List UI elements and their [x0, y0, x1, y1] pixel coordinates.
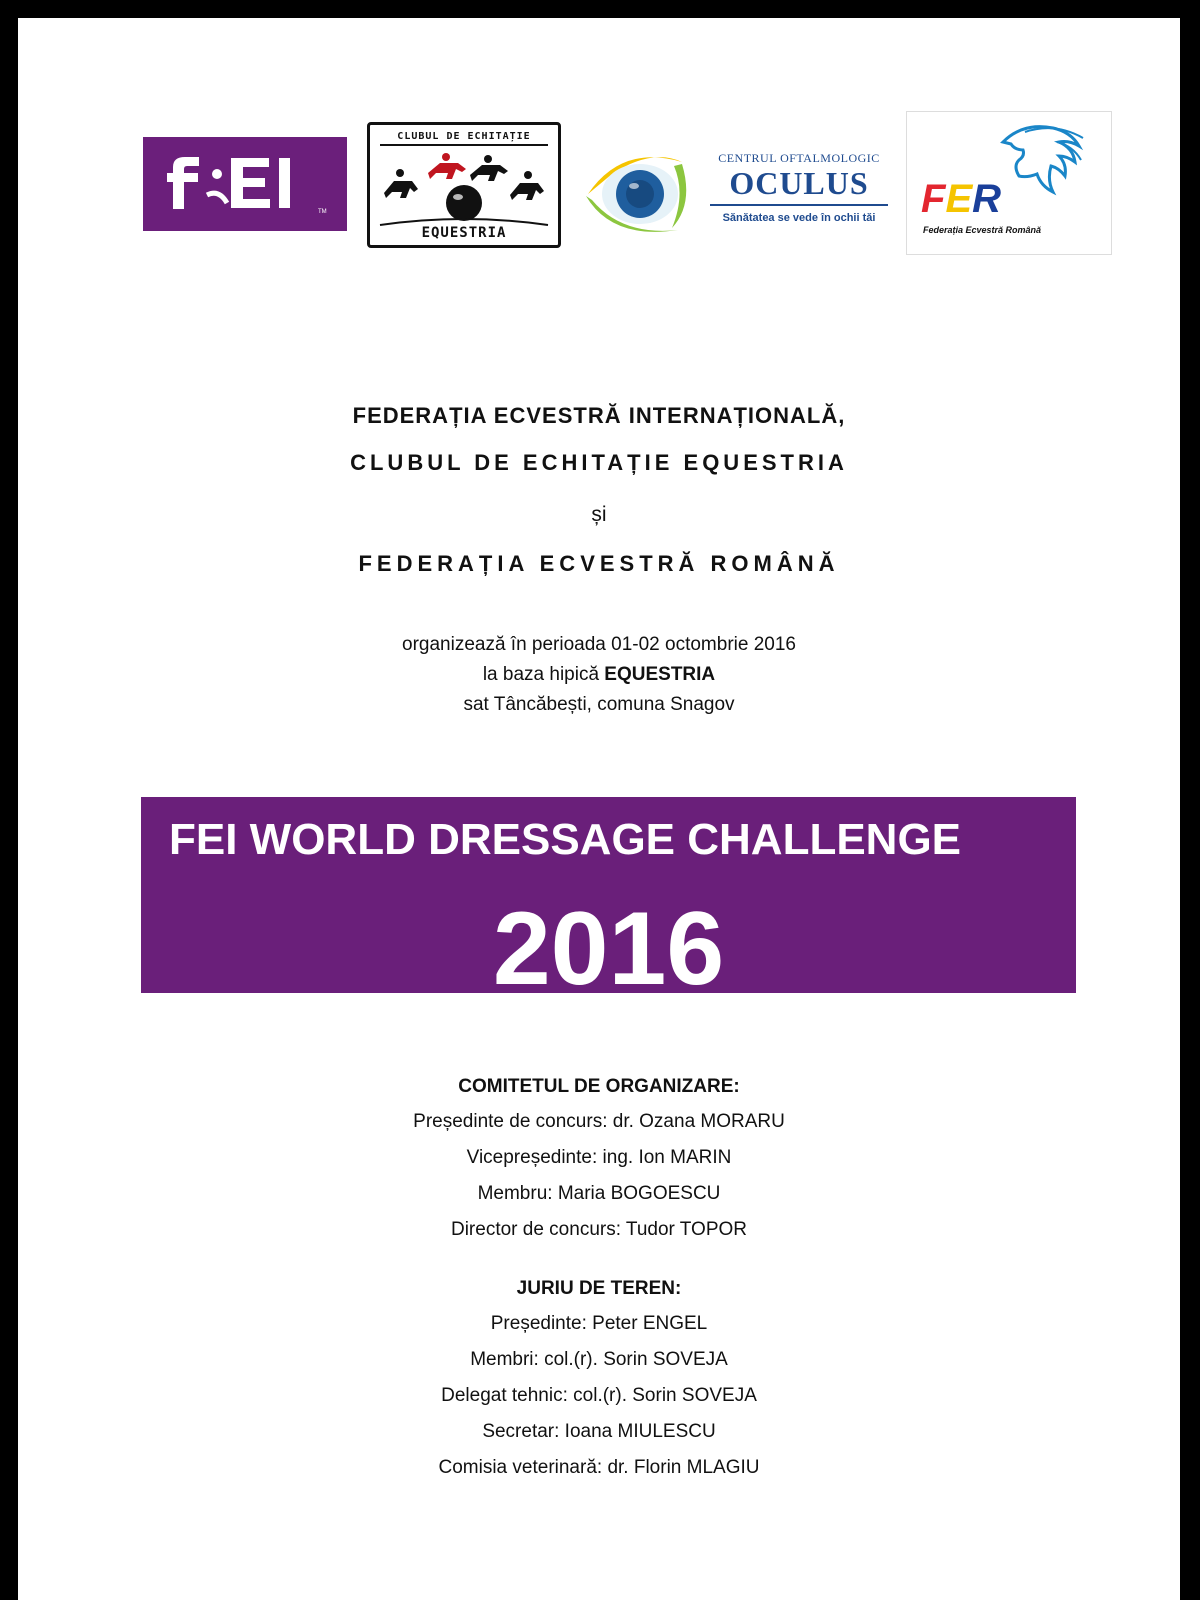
committee-title: COMITETUL DE ORGANIZARE: [458, 1076, 740, 1097]
jury-title: JURIU DE TEREN: [516, 1278, 682, 1299]
committee-member: Președinte de concurs: dr. Ozana MORARU [413, 1111, 785, 1132]
venue-prefix: la baza hipică [482, 664, 605, 685]
jury-member: Delegat tehnic: col.(r). Sorin SOVEJA [441, 1385, 757, 1406]
oculus-subtitle: CENTRUL OFTALMOLOGIC [718, 151, 880, 165]
committee-member: Vicepreședinte: ing. Ion MARIN [466, 1147, 732, 1168]
fer-logo [906, 111, 1112, 255]
equestria-club-logo [367, 122, 561, 248]
organizer-conjunction: și [591, 503, 607, 526]
committee-member: Membru: Maria BOGOESCU [477, 1183, 721, 1204]
committee-member: Director de concurs: Tudor TOPOR [450, 1219, 748, 1240]
organizer-line-2: CLUBUL DE ECHITAȚIE EQUESTRIA [350, 450, 848, 475]
equestria-top-text: CLUBUL DE ECHITAȚIE [397, 131, 531, 142]
document-page [18, 18, 1180, 1600]
event-venue [18, 660, 1180, 690]
oculus-divider [710, 204, 888, 206]
organizer-line-1: FEDERAȚIA ECVESTRĂ INTERNAȚIONALĂ, [352, 403, 846, 428]
banner-year: 2016 [492, 891, 725, 993]
oculus-tagline: Sănătatea se vede în ochii tăi [722, 212, 876, 224]
fer-letters: FER [921, 177, 1002, 221]
svg-text:TM: TM [318, 209, 327, 215]
banner-title: FEI WORLD DRESSAGE CHALLENGE [169, 815, 962, 864]
jury-member: Președinte: Peter ENGEL [490, 1313, 708, 1334]
oculus-logo-text [710, 151, 888, 241]
oculus-eye-icon [582, 144, 692, 240]
event-location: sat Tâncăbești, comuna Snagov [463, 694, 735, 715]
event-period: organizează în perioada 01-02 octombrie 2016 [402, 634, 796, 655]
field-jury [18, 1272, 1180, 1486]
jury-member: Comisia veterinară: dr. Florin MLAGIU [438, 1457, 760, 1478]
equestria-bottom-text: EQUESTRIA [421, 225, 507, 241]
organizing-committee [18, 1070, 1180, 1248]
oculus-name: OCULUS [729, 165, 869, 201]
event-banner [141, 797, 1076, 993]
fer-caption: Federația Ecvestră Română [923, 225, 1042, 235]
fei-logo [143, 137, 347, 231]
jury-member: Membri: col.(r). Sorin SOVEJA [470, 1349, 728, 1370]
jury-member: Secretar: Ioana MIULESCU [482, 1421, 716, 1442]
venue-name: EQUESTRIA [604, 664, 716, 685]
organizer-line-4: FEDERAȚIA ECVESTRĂ ROMÂNĂ [358, 551, 840, 576]
